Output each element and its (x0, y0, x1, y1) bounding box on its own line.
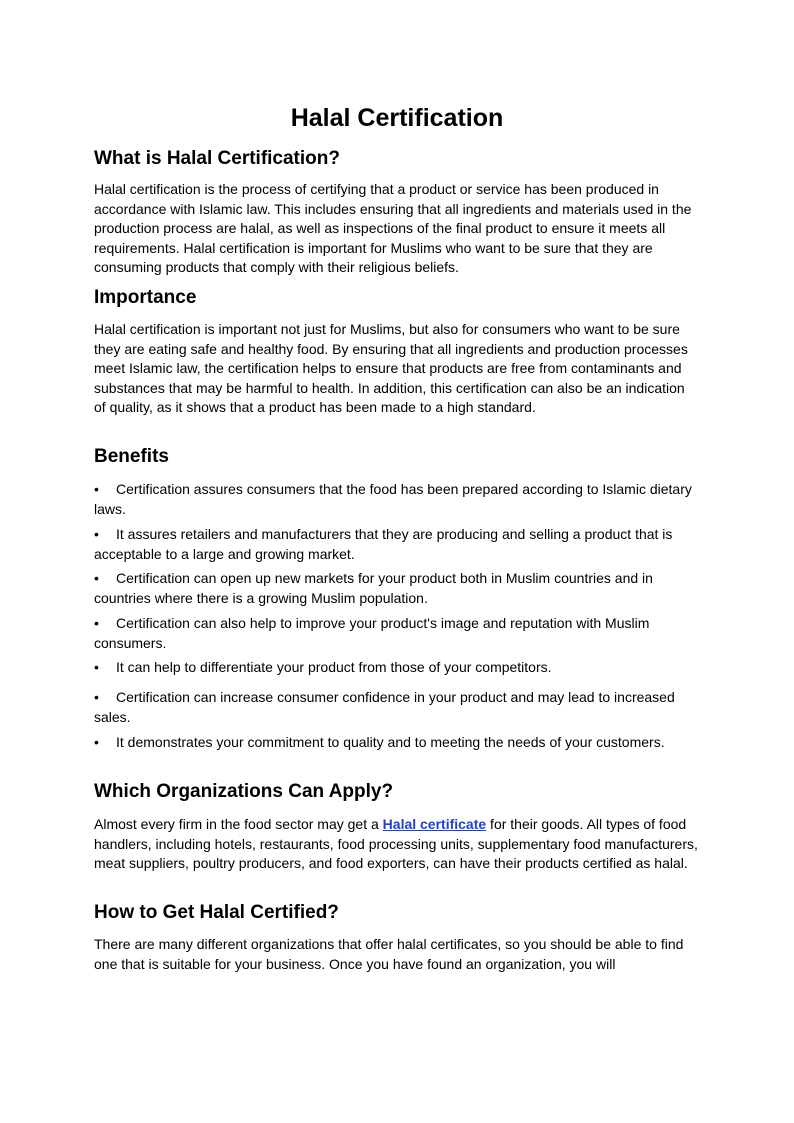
page-title: Halal Certification (290, 104, 504, 132)
bullet-icon: • (94, 526, 99, 542)
section-body-organizations (94, 815, 700, 874)
list-item-text: It demonstrates your commitment to quality and to meeting the needs of your customers. (116, 734, 665, 750)
bullet-icon: • (94, 615, 99, 631)
bullet-icon: • (94, 659, 99, 675)
section-body-importance: Halal certification is important not just for Muslims, but also for consumers who want to be sure they are eating safe and healthy food. By ensuring that all ingredients and production processes meet Islamic law, the certification helps to ensure that products are free from contaminants and substances that may be harmful to health. In addition, this certification can also be an indication of quality, as it shows that a product has been made to a high standard. (94, 321, 688, 416)
section-heading-benefits: Benefits (94, 446, 169, 467)
section-heading-how: How to Get Halal Certified? (94, 902, 339, 923)
list-item-text: It assures retailers and manufacturers that they are producing and selling a product that is acceptable to a large and growing market. (94, 526, 673, 562)
list-item (94, 525, 700, 564)
list-item (94, 569, 700, 608)
bullet-icon: • (94, 481, 99, 497)
bullet-icon: • (94, 689, 99, 705)
section-heading-importance: Importance (94, 287, 197, 308)
list-item-text: Certification can also help to improve your product's image and reputation with Muslim consumers. (94, 615, 650, 651)
list-item-text: It can help to differentiate your product from those of your competitors. (116, 659, 552, 675)
bullet-icon: • (94, 570, 99, 586)
organizations-text-end: for their goods. All types of food handlers, including hotels, restaurants, food processing units, supplementary food manufacturers, meat suppliers, poultry producers, and food exporters, can have their products certified as halal. (94, 816, 698, 872)
list-item (94, 614, 700, 653)
list-item (94, 733, 700, 753)
list-item (94, 688, 700, 727)
section-heading-organizations: Which Organizations Can Apply? (94, 781, 394, 802)
bullet-icon: • (94, 734, 99, 750)
list-item-text: Certification can increase consumer confidence in your product and may lead to increased sales. (94, 689, 675, 725)
section-heading-what: What is Halal Certification? (94, 148, 340, 169)
section-body-what: Halal certification is the process of certifying that a product or service has been produced in accordance with Islamic law. This includes ensuring that all ingredients and materials used in the production process are halal, as well as inspections of the final product to ensure it meets all requirements. Halal certification is important for Muslims who want to be sure that they are consuming products that comply with their religious beliefs. (94, 181, 692, 276)
organizations-text-start: Almost every firm in the food sector may get a (94, 816, 383, 832)
section-body-how: There are many different organizations that offer halal certificates, so you should be able to find one that is suitable for your business. Once you have found an organization, you will (94, 936, 684, 972)
list-item (94, 658, 700, 678)
list-item-text: Certification assures consumers that the food has been prepared according to Islamic dietary laws. (94, 481, 692, 517)
list-item (94, 480, 700, 519)
list-item-text: Certification can open up new markets for your product both in Muslim countries and in countries where there is a growing Muslim population. (94, 570, 653, 606)
halal-certificate-link[interactable]: Halal certificate (382, 816, 487, 832)
